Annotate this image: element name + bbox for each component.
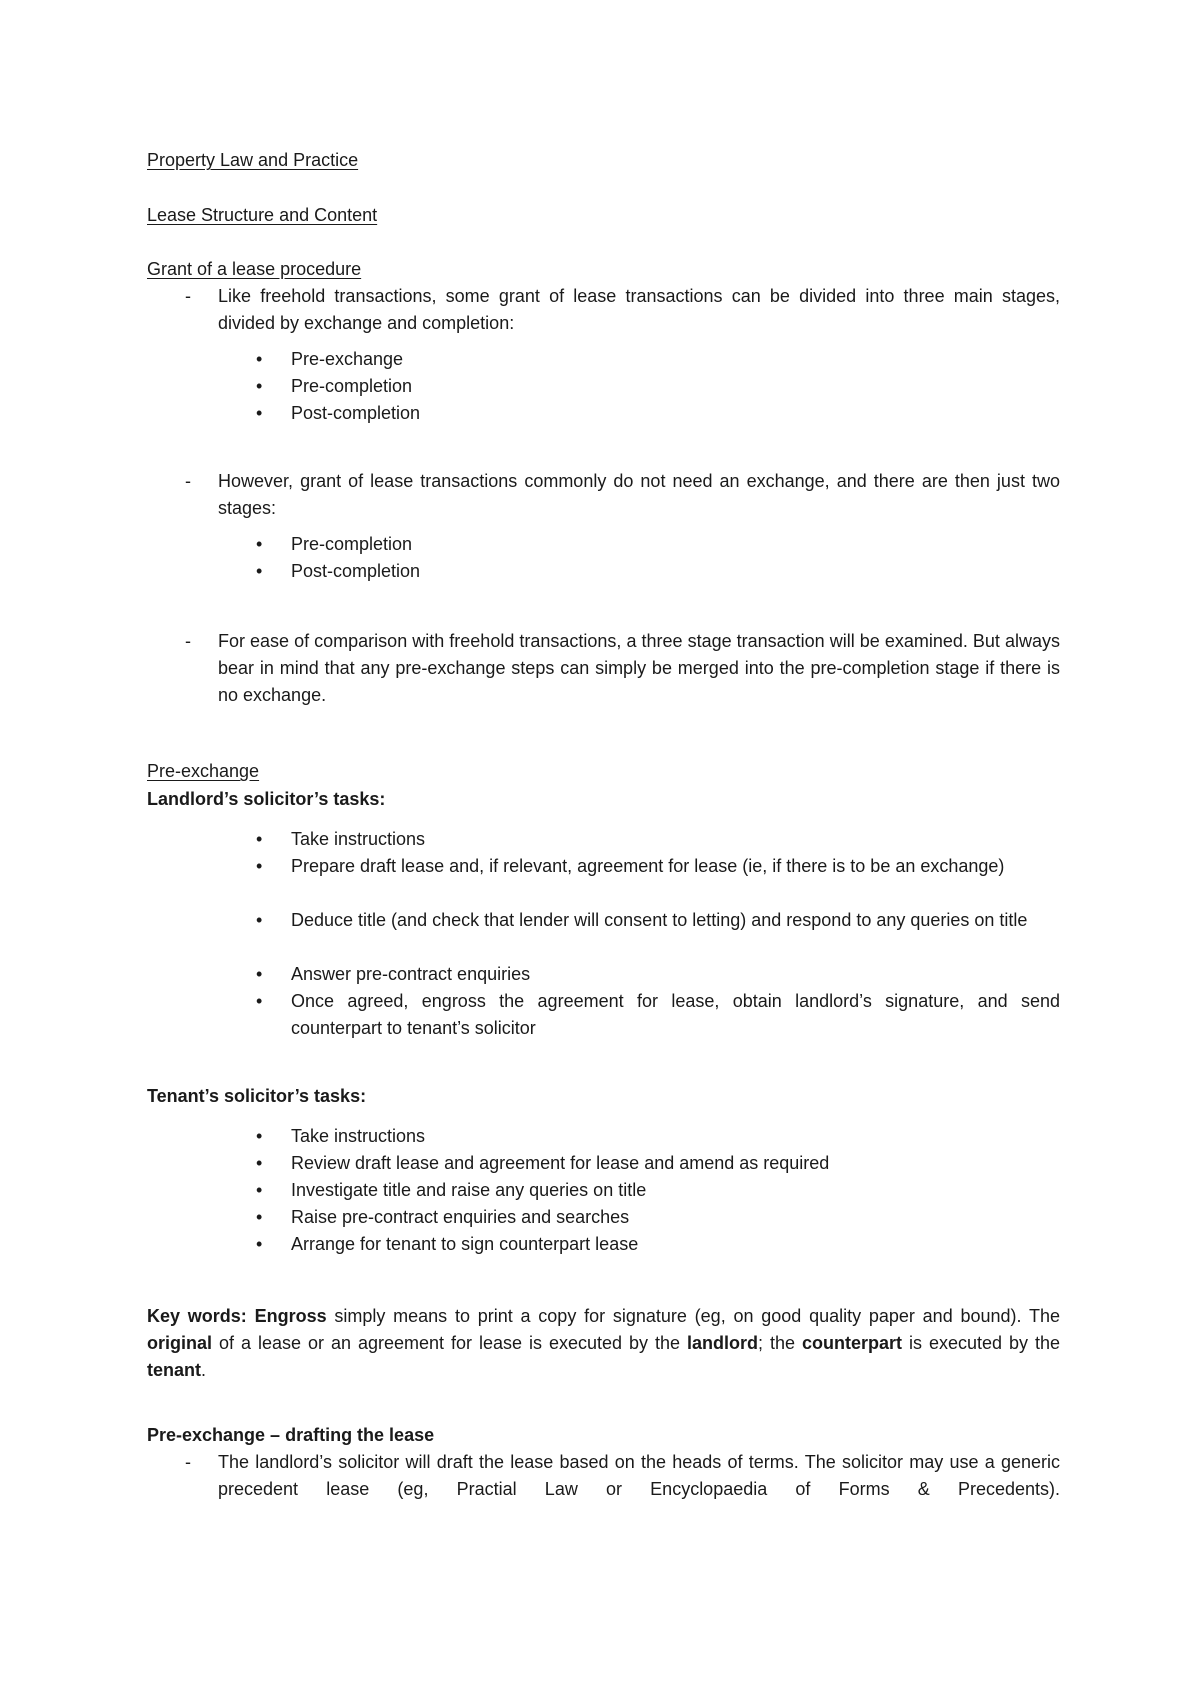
key-words-text: . [201,1360,207,1380]
dash-marker: - [185,471,191,491]
grant-point-2: However, grant of lease transactions commonly do not need an exchange, and there are then just two stages: [218,471,1060,518]
bullet-marker: • [256,1180,263,1200]
list-item: Pre-completion [291,376,413,396]
term-engross: Engross [254,1306,327,1326]
list-item: Prepare draft lease and, if relevant, agreement for lease (ie, if there is to be an exchange) [291,856,1005,876]
dash-marker: - [185,1452,191,1472]
grant-point-3: For ease of comparison with freehold transactions, a three stage transaction will be examined. But always bear in mind that any pre-exchange steps can simply be merged into the pre-completion stage if there is no exchange. [218,631,1060,705]
document-subtitle: Lease Structure and Content [147,205,378,225]
bullet-marker: • [256,561,263,581]
grant-point-1: Like freehold transactions, some grant of lease transactions can be divided into three main stages, divided by exchange and completion: [218,286,1060,333]
bullet-marker: • [256,910,263,930]
term-original: original [147,1333,213,1353]
term-tenant: tenant [147,1360,201,1380]
key-words-text: of a lease or an agreement for lease is executed by the [212,1333,687,1353]
tenant-tasks-heading: Tenant’s solicitor’s tasks: [147,1086,367,1106]
list-item: Answer pre-contract enquiries [291,964,531,984]
bullet-marker: • [256,534,263,554]
list-item: Take instructions [291,829,426,849]
list-item: Deduce title (and check that lender will consent to letting) and respond to any queries on title [291,910,1028,930]
list-item: Investigate title and raise any queries on title [291,1180,647,1200]
dash-marker: - [185,631,191,651]
bullet-marker: • [256,349,263,369]
bullet-marker: • [256,991,263,1011]
list-item: Pre-exchange [291,349,404,369]
section-heading-grant: Grant of a lease procedure [147,259,362,279]
list-item: Post-completion [291,403,421,423]
drafting-point-1: The landlord’s solicitor will draft the lease based on the heads of terms. The solicitor may use a generic precedent lease (eg, Practial Law or Encyclopaedia of Forms & Precedents). [218,1452,1060,1499]
list-item: Review draft lease and agreement for lease and amend as required [291,1153,830,1173]
list-item: Pre-completion [291,534,413,554]
list-item: Take instructions [291,1126,426,1146]
dash-marker: - [185,286,191,306]
key-words-paragraph [147,1303,1060,1384]
bullet-marker: • [256,403,263,423]
bullet-marker: • [256,964,263,984]
section-heading-pre-exchange: Pre-exchange [147,761,260,781]
key-words-text: simply means to print a copy for signature (eg, on good quality paper and bound). The [326,1306,1060,1326]
section-heading-drafting: Pre-exchange – drafting the lease [147,1425,435,1445]
bullet-marker: • [256,376,263,396]
bullet-marker: • [256,856,263,876]
bullet-marker: • [256,1153,263,1173]
bullet-marker: • [256,1234,263,1254]
list-item: Post-completion [291,561,421,581]
bullet-marker: • [256,1126,263,1146]
term-landlord: landlord [687,1333,758,1353]
list-item: Once agreed, engross the agreement for lease, obtain landlord’s signature, and send counterpart to tenant’s solicitor [291,991,1060,1038]
bullet-marker: • [256,829,263,849]
landlord-tasks-heading: Landlord’s solicitor’s tasks: [147,789,386,809]
list-item: Raise pre-contract enquiries and searches [291,1207,630,1227]
list-item: Arrange for tenant to sign counterpart lease [291,1234,639,1254]
term-counterpart: counterpart [801,1333,902,1353]
key-words-text: ; the [758,1333,802,1353]
key-words-text: is executed by the [902,1333,1060,1353]
key-words-label: Key words: [147,1306,247,1326]
bullet-marker: • [256,1207,263,1227]
document-title: Property Law and Practice [147,150,359,170]
